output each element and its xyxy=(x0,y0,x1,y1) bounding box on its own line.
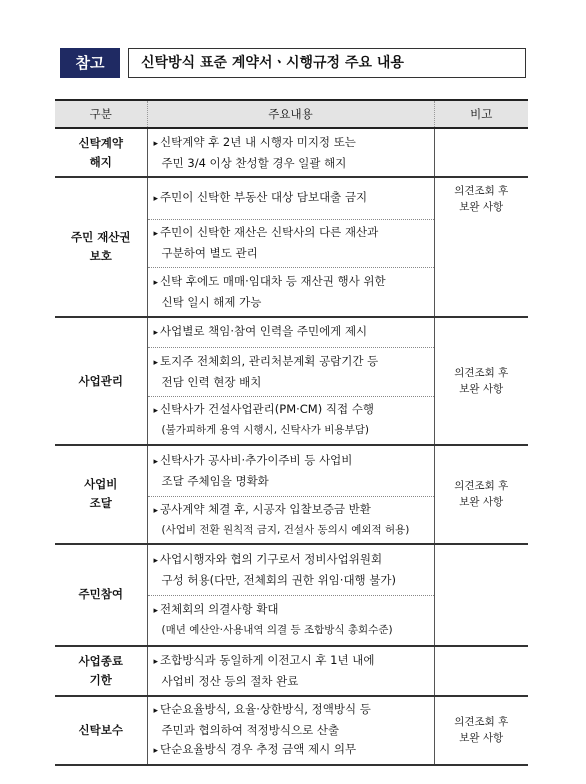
note-cell: 의견조회 후 보완 사항 xyxy=(454,184,509,213)
note-cell: 의견조회 후 보완 사항 xyxy=(434,317,528,445)
content-line: ▸ 전체회의 의결사항 확대 xyxy=(154,600,430,621)
content-cell xyxy=(147,317,434,347)
content-line: ▸ 공사계약 체결 후, 시공자 입찰보증금 반환 xyxy=(154,500,430,521)
note-cell xyxy=(434,544,528,646)
table-row xyxy=(55,646,528,696)
content-line: (불가피하게 용역 시행시, 신탁사가 비용부담) xyxy=(161,424,369,437)
note-cell xyxy=(434,219,528,267)
content-line: 조달 주체임을 명확화 xyxy=(161,473,269,488)
category-cell: 사업관리 xyxy=(55,317,147,445)
table-row xyxy=(55,317,528,347)
content-cell xyxy=(147,496,434,544)
category-cell: 주민 재산권 보호 xyxy=(55,177,147,317)
note-cell: 의견조회 후 보완 사항 xyxy=(434,696,528,765)
table-header-row xyxy=(55,100,528,128)
table-row xyxy=(55,544,528,596)
header-title: 신탁방식 표준 계약서ㆍ시행규정 주요 내용 xyxy=(128,48,526,78)
category-cell: 주민참여 xyxy=(55,544,147,646)
content-line: 사업비 정산 등의 절차 완료 xyxy=(161,673,299,688)
content-line: (매년 예산안·사용내역 의결 등 조합방식 총회수준) xyxy=(161,624,393,637)
content-cell xyxy=(147,445,434,496)
content-cell xyxy=(147,544,434,596)
content-line: ▸ 신탁 후에도 매매·임대차 등 재산권 행사 위한 xyxy=(154,272,430,293)
content-line: ▸ 신탁계약 후 2년 내 시행자 미지정 또는 xyxy=(154,133,430,154)
content-cell xyxy=(147,347,434,396)
content-line: (사업비 전환 원칙적 금지, 건설사 동의시 예외적 허용) xyxy=(161,523,410,536)
content-line: 주민 3/4 이상 찬성할 경우 일괄 해지 xyxy=(161,155,347,170)
column-header: 비고 xyxy=(434,100,528,128)
category-cell: 신탁보수 xyxy=(55,696,147,765)
content-line: ▸ 조합방식과 동일하게 이전고시 후 1년 내에 xyxy=(154,651,430,672)
content-line: ▸ 신탁사가 건설사업관리(PM·CM) 직접 수행 xyxy=(154,400,430,421)
content-line: ▸ 사업별로 책임·참여 인력을 주민에게 제시 xyxy=(154,322,430,343)
content-cell xyxy=(147,219,434,267)
column-header: 주요내용 xyxy=(147,100,434,128)
note-cell xyxy=(434,128,528,177)
section-header xyxy=(60,48,526,78)
content-line: 신탁 일시 해제 가능 xyxy=(161,294,262,309)
content-cell xyxy=(147,646,434,696)
content-line: ▸ 주민이 신탁한 재산은 신탁사의 다른 재산과 xyxy=(154,223,430,244)
category-cell: 사업비 조달 xyxy=(55,445,147,544)
content-line: 구분하여 별도 관리 xyxy=(161,246,258,260)
content-line: ▸ 주민이 신탁한 부동산 대상 담보대출 금지 xyxy=(154,188,430,209)
table-row xyxy=(55,445,528,496)
content-line: 구성 허용(다만, 전체회의 권한 위임·대행 불가) xyxy=(161,572,397,587)
table-row xyxy=(55,696,528,765)
content-cell xyxy=(147,596,434,646)
content-line: ▸ 단순요율방식 경우 추정 금액 제시 의무 xyxy=(154,740,430,761)
summary-table xyxy=(55,99,528,766)
content-line: ▸ 토지주 전체회의, 관리처분계획 공람기간 등 xyxy=(154,352,430,373)
category-cell: 사업종료 기한 xyxy=(55,646,147,696)
content-cell xyxy=(147,177,434,219)
note-cell xyxy=(434,646,528,696)
content-cell xyxy=(147,396,434,445)
content-cell xyxy=(147,696,434,765)
note-cell: 의견조회 후 보완 사항 xyxy=(434,445,528,544)
content-line: ▸ 신탁사가 공사비·추가이주비 등 사업비 xyxy=(154,451,430,472)
table-row xyxy=(55,128,528,177)
table-row xyxy=(55,177,528,219)
content-cell xyxy=(147,267,434,317)
content-line: 전담 인력 현장 배치 xyxy=(161,374,262,389)
content-cell xyxy=(147,128,434,177)
reference-tag: 참고 xyxy=(60,48,120,78)
content-line: ▸ 사업시행자와 협의 기구로서 정비사업위원회 xyxy=(154,550,430,571)
column-header: 구분 xyxy=(55,100,147,128)
content-line: 주민과 협의하여 적정방식으로 산출 xyxy=(161,722,340,737)
content-line: ▸ 단순요율방식, 요율·상한방식, 정액방식 등 xyxy=(154,700,430,721)
note-cell xyxy=(434,267,528,317)
category-cell: 신탁계약 해지 xyxy=(55,128,147,177)
